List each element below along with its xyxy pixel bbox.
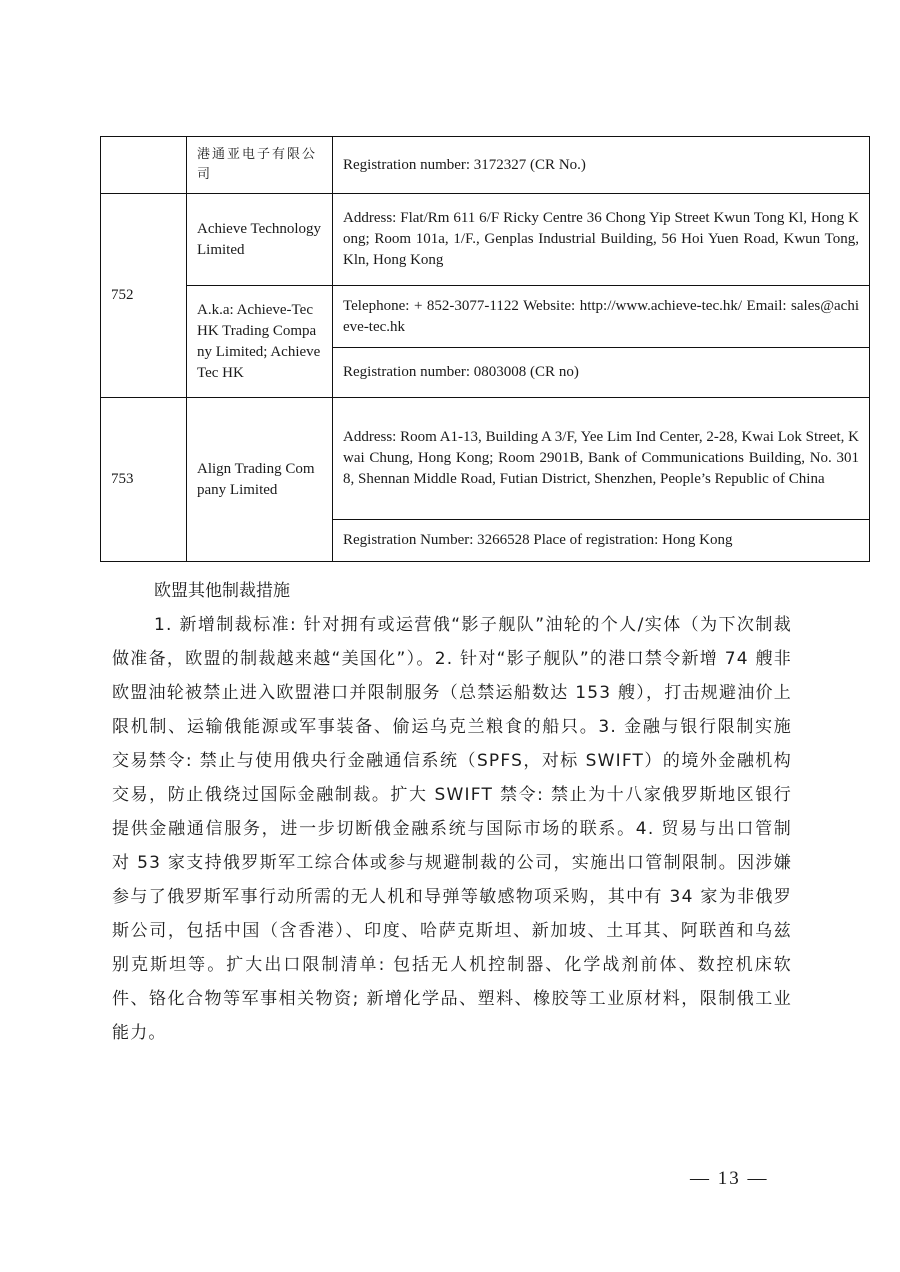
entity-name: Achieve Technology Limited: [187, 194, 333, 286]
sanctions-paragraph: 1. 新增制裁标准: 针对拥有或运营俄“影子舰队”油轮的个人/实体（为下次制裁做准备，欧盟的制裁越来越“美国化”）。2. 针对“影子舰队”的港口禁令新增 74 艘非欧盟油轮被禁止进入欧盟港口并限制服务（总禁运船数达 153 艘），打击规避油价上限机制、运输俄能源或军事装备、偷运乌克兰粮食的船只。3. 金融与银行限制实施交易禁令: 禁止与使用俄央行金融通信系统（SPFS，对标 SWIFT）的境外金融机构交易，防止俄绕过国际金融制裁。扩大 SWIFT 禁令: 禁止为十八家俄罗斯地区银行提供金融通信服务，进一步切断俄金融系统与国际市场的联系。4. 贸易与出口管制对 53 家支持俄罗斯军工综合体或参与规避制裁的公司，实施出口管制限制。因涉嫌参与了俄罗斯军事行动所需的无人机和导弹等敏感物项采购，其中有 34 家为非俄罗斯公司，包括中国（含香港）、印度、哈萨克斯坦、新加坡、土耳其、阿联酋和乌兹别克斯坦等。扩大出口限制清单: 包括无人机控制器、化学战剂前体、数控机床软件、铬化合物等军事相关物资; 新增化学品、塑料、橡胶等工业原材料，限制俄工业能力。: [112, 615, 792, 1043]
entity-aliases: A.k.a: Achieve-Tec HK Trading Company Limited; Achieve Tec HK: [187, 286, 333, 398]
entity-address: Address: Room A1-13, Building A 3/F, Yee Lim Ind Center, 2-28, Kwai Lok Street, Kwai Chung, Hong Kong; Room 2901B, Bank of Communications Building, No. 3018, Shennan Middle Road, Futian District, Shenzhen, People’s Republic of China: [333, 398, 870, 520]
registration-number: Registration number: 3172327 (CR No.): [333, 137, 870, 194]
body-text: [112, 574, 792, 1050]
entry-number: [101, 137, 187, 194]
entry-number: 753: [101, 398, 187, 562]
sanctions-table: [100, 136, 870, 562]
registration-number: Registration Number: 3266528 Place of registration: Hong Kong: [333, 520, 870, 562]
table-row: [101, 194, 870, 286]
registration-number: Registration number: 0803008 (CR no): [333, 348, 870, 398]
entity-name: 港通亚电子有限公司: [187, 137, 333, 194]
entity-name: Align Trading Company Limited: [187, 398, 333, 562]
table-row: [101, 398, 870, 520]
entry-number: 752: [101, 194, 187, 398]
entity-address: Address: Flat/Rm 611 6/F Ricky Centre 36 Chong Yip Street Kwun Tong Kl, Hong Kong; Room 101a, 1/F., Genplas Industrial Building, 56 Hoi Yuen Road, Kwun Tong, Kln, Hong Kong: [333, 194, 870, 286]
table-row: [101, 137, 870, 194]
page-number: — 13 —: [690, 1168, 769, 1189]
table-row: [101, 286, 870, 348]
section-heading: 欧盟其他制裁措施: [154, 581, 290, 601]
entity-contact: Telephone: + 852-3077-1122 Website: http://www.achieve-tec.hk/ Email: sales@achieve-tec.hk: [333, 286, 870, 348]
